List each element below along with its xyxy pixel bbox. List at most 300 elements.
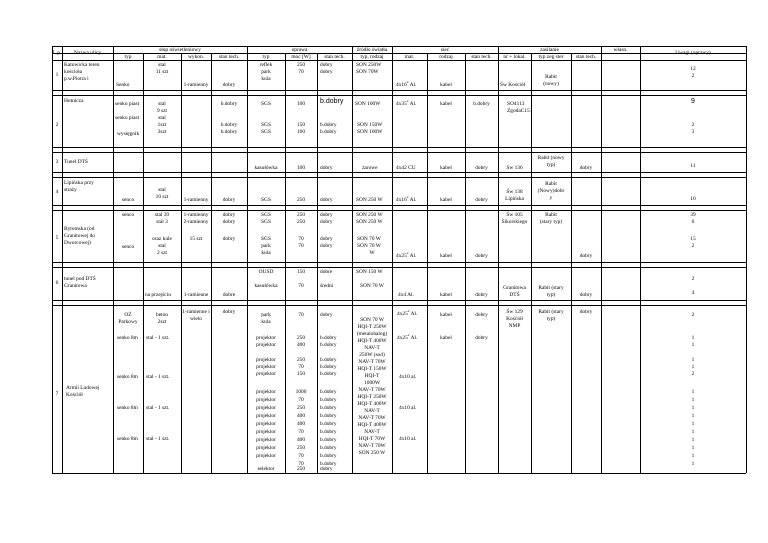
- row5-material-3: oraz kule: [152, 236, 172, 242]
- row4-net-condition: dobry: [475, 197, 488, 203]
- row7-source-9: HQI-T: [364, 373, 380, 379]
- header-supply-box: typ zeg ster: [538, 54, 564, 60]
- row7-supply-1: Św 129: [506, 309, 523, 315]
- row5-material-4: stal: [158, 243, 166, 249]
- header-pole-type: typ: [124, 54, 132, 60]
- row7-net-kind-2: kabel: [440, 335, 452, 341]
- row6-fix-cond-2: średni: [320, 283, 334, 289]
- row3-fixture: kasułówka: [254, 165, 278, 171]
- row5-net-kind: kabel: [440, 253, 452, 259]
- row7-source-7: NAV-T 70W: [358, 359, 386, 365]
- row7-fix-cond-4: b.dobry: [320, 357, 337, 363]
- header-pole-condition: stan tech.: [218, 54, 240, 60]
- row6-net-condition: dobry: [475, 292, 488, 298]
- row6-pole-type: na przejściu: [145, 292, 171, 298]
- row7-power-9: 250: [296, 405, 306, 411]
- row1-street-1: Katowicka teren: [64, 62, 100, 68]
- row7-source-13: HQI-T 400W: [357, 401, 387, 407]
- row1-pole-condition: dobry: [222, 82, 236, 88]
- row6-supply-1: Granitowa: [503, 285, 526, 291]
- row5-fix-cond-4: dobry: [320, 243, 333, 249]
- row7-power-15: 70: [298, 453, 304, 459]
- row2-pole-type-3: wysięgnik: [117, 131, 140, 137]
- row7-power-1: 70: [298, 312, 304, 318]
- row7-material-3: stal - 1 szt.: [146, 335, 170, 341]
- row4-street-2: straży: [64, 187, 77, 193]
- row7-source-5: NAV-T: [364, 345, 380, 351]
- row5-source-4: SON 70 W: [357, 243, 381, 249]
- header-net-material: mat.: [404, 54, 415, 60]
- row7-net-kind-1: kabel: [440, 312, 452, 318]
- row6-notes-1: 2: [691, 276, 695, 282]
- header-owner: własn.: [613, 47, 628, 53]
- row7-source-17: NAV-T: [364, 429, 380, 435]
- row7-box-2: typ): [546, 316, 556, 322]
- header-notes: Uwagi (oprawy): [675, 50, 711, 56]
- row7-fixture-8: projektor: [256, 389, 276, 395]
- row5-street-1: Bytomska (od: [64, 226, 95, 232]
- row5-supply-1: Św 105: [506, 212, 523, 218]
- row4-lp: 4: [55, 189, 59, 195]
- row2-net-material: $4x35^2$ Al.: [396, 99, 417, 107]
- row7-fixture-11: projektor: [256, 413, 276, 419]
- row7-source-14: NAV-T: [364, 408, 380, 414]
- row7-fixture-5: projektor: [256, 357, 276, 363]
- row7-material-5: stal - 1 szt.: [146, 405, 170, 411]
- row5-net-condition: dobry: [475, 253, 488, 259]
- header-supply-group: zasilanie: [540, 47, 559, 53]
- row3-supply: Sw 136: [506, 165, 523, 171]
- row5-arm-1: 1-ramienny: [183, 212, 209, 218]
- row1-material-1: stal: [158, 62, 166, 68]
- row2-fix-cond-main: b.dobry: [320, 98, 344, 105]
- row7-source-4: HQI-T 400W: [357, 338, 387, 344]
- row7-source-12: HQI-T 250W: [357, 394, 387, 400]
- row5-arm-2: 2-ramienny: [183, 219, 209, 225]
- row6-arm: 1-ramienne: [183, 292, 209, 298]
- row6-net-kind: kabel: [440, 292, 452, 298]
- row5-source-3: SON 70 W: [357, 236, 381, 242]
- row7-pole-condition: dobry: [222, 309, 236, 315]
- row7-fix-cond-2: b.dobry: [320, 335, 337, 341]
- row7-fix-cond-11: b.dobry: [320, 421, 337, 427]
- row5-net-material: $4x25^2$ Al.: [396, 251, 417, 259]
- row1-fixture-2: park: [261, 69, 271, 75]
- row3-supply-condition: dobry: [579, 165, 593, 171]
- row7-fix-cond-15: b.dobry: [320, 453, 337, 459]
- row7-fixture-1: park: [261, 312, 271, 318]
- row2-source-2: SON 150W: [357, 122, 383, 128]
- header-net-group: sieć: [440, 47, 450, 53]
- row5-pole-cond-3: dobry: [222, 236, 236, 242]
- row7-street-1: Armii Ludowej: [66, 385, 100, 391]
- row3-lp: 3: [55, 159, 59, 165]
- header-pole-arm: wykon.: [187, 54, 205, 60]
- row2-power-2: 150: [296, 122, 306, 128]
- row7-notes-14: 1: [691, 445, 695, 451]
- row2-source-1: SON 100W: [355, 101, 381, 107]
- row7-fix-cond-17: dobry: [320, 466, 333, 472]
- header-lp: L.p.: [52, 50, 62, 56]
- row6-supply-2: DTŚ: [509, 292, 520, 298]
- row5-source-5: W: [369, 250, 375, 256]
- header-net-kind: rodzaj: [439, 54, 453, 60]
- row6-lp: 6: [55, 280, 59, 286]
- row2-notes-main: 9: [691, 98, 695, 105]
- row5-power-1: 250: [296, 212, 306, 218]
- row6-street-1: tunel pod DTŚ: [64, 276, 96, 282]
- row5-box-1: Rabit: [545, 212, 557, 218]
- row7-notes-4: 1: [691, 357, 695, 363]
- row7-net-material-1: $4x25^2$ Al.: [397, 309, 418, 317]
- header-supply-location: nr + lokal.: [503, 54, 526, 60]
- row7-fix-cond-5: b.dobry: [320, 364, 337, 370]
- row7-fixture-16: projektor: [256, 453, 276, 459]
- row6-source-1: SON 150 W: [356, 269, 383, 275]
- row7-fixture-6: projektor: [256, 364, 276, 370]
- row7-notes-13: 1: [691, 437, 695, 443]
- row4-material-2: 10 szt: [155, 194, 169, 200]
- row7-net-material-2: $4x25^2$ Al.: [397, 333, 418, 341]
- row7-power-17: 250: [296, 466, 306, 472]
- row2-supply-1: SO4113: [507, 101, 525, 107]
- row6-power-2: 70: [298, 283, 304, 289]
- row2-fixture-1: SGS: [261, 101, 271, 107]
- row7-fix-cond-13: b.dobry: [320, 437, 337, 443]
- row7-net-cond-1: dobry: [475, 312, 488, 318]
- row2-fix-cond-2: b.dobry: [320, 129, 337, 135]
- row7-power-13: 400: [296, 437, 306, 443]
- row6-fixture-2: kasułówka: [254, 283, 278, 289]
- row5-box-2: (stary typ): [539, 219, 563, 225]
- row7-fixture-13: projektor: [256, 429, 276, 435]
- row1-street-3: p.w.Piotra i: [64, 76, 89, 82]
- row7-fixture-14: projektor: [256, 437, 276, 443]
- row4-power: 250: [296, 197, 306, 203]
- row5-pole-type-1: senco: [121, 212, 135, 218]
- row6-notes-2: 4: [691, 290, 695, 296]
- row5-source-1: SON 250 W: [356, 212, 383, 218]
- row5-supply-2: Sikorskiego: [501, 219, 528, 225]
- row1-material-2: 11 szt: [155, 69, 169, 75]
- row1-fixture-3: kula: [261, 76, 271, 82]
- row1-fix-cond-2: dobry: [320, 69, 333, 75]
- row5-arm-3: 15 szt: [189, 236, 203, 242]
- row7-fix-cond-8: b.dobry: [320, 397, 337, 403]
- row2-pole-cond-3: b.dobry: [220, 129, 238, 135]
- row5-source-2: SON 250 W: [356, 219, 383, 225]
- row7-power-2: 250: [296, 335, 306, 341]
- header-fixture-power: moc [W]: [291, 54, 311, 60]
- row7-fixture-9: projektor: [256, 397, 276, 403]
- row2-street: Hutnicza: [64, 98, 84, 104]
- header-pole-group: słup oświetleniowy: [159, 47, 201, 53]
- row2-power-1: 100: [296, 101, 306, 107]
- row7-power-14: 250: [296, 445, 306, 451]
- row4-box-2: (Nowy)dobr: [537, 188, 565, 194]
- row2-fixture-3: SGS: [261, 129, 271, 135]
- row4-arm: 1-ramienny: [183, 197, 209, 203]
- row4-net-material: $4x16^2$ Al.: [396, 195, 417, 203]
- row4-source: SON 250 W: [356, 197, 383, 203]
- row7-lp: 7: [55, 391, 59, 397]
- row2-pole-cond-2: b.dobry: [220, 122, 238, 128]
- row7-notes-5: 1: [691, 364, 695, 370]
- row5-power-3: 70: [298, 236, 304, 242]
- row7-street-2: Kościół: [66, 392, 83, 398]
- header-fixture-group: oprawa: [291, 47, 308, 53]
- row4-supply-2: Lipińska: [505, 196, 524, 202]
- row7-notes-6: 2: [691, 371, 695, 377]
- header-net-condition: stan tech.: [471, 54, 492, 60]
- row3-fix-cond: dobry: [320, 165, 333, 171]
- row5-fix-cond-1: dobry: [320, 212, 333, 218]
- header-fixture-condition: stan tech.: [324, 54, 345, 60]
- row2-notes-1: 2: [691, 122, 695, 128]
- row3-street: Tunel DTŚ: [64, 159, 88, 165]
- row6-fixture-1: OUSD: [258, 269, 274, 275]
- row2-source-3: SON 100W: [357, 129, 383, 135]
- row7-material-4: stal - 1 szt.: [146, 374, 170, 380]
- row5-fix-cond-2: dobry: [320, 219, 333, 225]
- row1-box-1: Rabit: [545, 74, 557, 80]
- row7-power-7: 1000: [295, 389, 307, 395]
- header-pole-material: mat.: [157, 54, 167, 60]
- row7-pole-type-3: senko 8m: [117, 335, 138, 341]
- row7-fix-cond-9: b.dobry: [320, 405, 337, 411]
- row7-fixture-7: projektor: [256, 371, 276, 377]
- row7-net-material-4: 4x10 al.: [399, 405, 417, 411]
- row5-fixture-5: kula: [261, 250, 271, 256]
- row5-power-2: 250: [296, 219, 306, 225]
- row6-fix-cond-1: dobre: [320, 269, 333, 275]
- row7-fix-cond-16: b.dobry: [320, 461, 337, 467]
- row4-fix-cond: dobry: [320, 197, 333, 203]
- row7-fixture-15: projektor: [256, 445, 276, 451]
- row1-source-2: SON 70W: [356, 69, 379, 75]
- row1-fix-cond-1: dobry: [320, 62, 333, 68]
- row5-notes-1: 39: [690, 212, 696, 218]
- row7-box-1: Rabit (stary: [538, 309, 564, 315]
- header-fixture-type: typ: [262, 54, 270, 60]
- row3-source: żarowe: [362, 165, 378, 171]
- row7-notes-11: 1: [691, 421, 695, 427]
- row4-box-3: y: [549, 195, 553, 201]
- row7-notes-2: 1: [691, 335, 695, 341]
- row7-source-16: HQI-T 400W: [357, 422, 387, 428]
- row5-lp: 5: [55, 235, 59, 241]
- row3-box-2: typ): [546, 162, 556, 168]
- header-supply-condition: stan tech.: [575, 54, 597, 60]
- row1-notes-2: 2: [691, 73, 695, 79]
- row2-lp: 2: [55, 122, 59, 128]
- row2-material-1: stal: [158, 101, 166, 107]
- row2-material-4: 1szt: [157, 122, 167, 128]
- row1-street-2: kościoła: [64, 69, 82, 75]
- row2-material-3: stal: [158, 115, 166, 121]
- row7-power-6: 150: [296, 371, 306, 377]
- row7-material-6: stal - 1 szt.: [146, 436, 170, 442]
- row2-material-2: 9 szt: [156, 108, 168, 114]
- row5-supply-condition: dobry: [579, 253, 593, 259]
- row7-notes-12: 1: [691, 429, 695, 435]
- row7-source-15: NAV-T 70W: [358, 415, 386, 421]
- row5-fix-cond-3: dobry: [320, 236, 333, 242]
- row7-fixture-4: projektor: [256, 342, 276, 348]
- row4-material-1: stal: [158, 187, 166, 193]
- row7-arm-2: wielo: [190, 316, 202, 322]
- row7-arm-1: 1-ramienne i: [182, 309, 210, 315]
- row6-supply-condition: dobry: [579, 292, 593, 298]
- row1-power-2: 70: [298, 69, 304, 75]
- row7-fix-cond-12: b.dobry: [320, 429, 337, 435]
- row1-fixture-1: reflek: [259, 62, 273, 68]
- row7-notes-15: 1: [691, 453, 695, 459]
- row4-fixture: SGS: [261, 197, 271, 203]
- row7-power-8: 70: [298, 397, 304, 403]
- row7-pole-type-2: Parkowy: [118, 319, 138, 325]
- row1-notes-1: 12: [690, 66, 696, 72]
- row7-fix-cond-7: b.dobry: [320, 389, 337, 395]
- row7-pole-type-6: senko 8m: [117, 436, 138, 442]
- row5-street-3: Dworcowej): [64, 240, 91, 246]
- row7-fix-cond-10: b.dobry: [320, 413, 337, 419]
- row7-power-10: 400: [296, 413, 306, 419]
- row5-pole-cond-2: dobry: [222, 219, 236, 225]
- row1-pole-type: Senko: [116, 82, 130, 88]
- row7-fixture-17: selektor: [257, 466, 275, 472]
- row7-notes-8: 1: [691, 397, 695, 403]
- row7-power-11: 400: [296, 421, 306, 427]
- row7-supply-condition: dobry: [579, 309, 593, 315]
- row6-net-material: 4x4 Al.: [398, 292, 414, 298]
- row7-notes-1: 2: [691, 312, 695, 318]
- row7-fixture-2: kula: [261, 319, 271, 325]
- row4-notes: 10: [690, 196, 696, 202]
- row7-supply-3: NMP: [508, 323, 521, 329]
- row6-box-2: typ): [546, 292, 556, 298]
- row5-material-1: stal 39: [154, 212, 170, 218]
- row2-fix-cond-1: b.dobry: [320, 122, 337, 128]
- row4-pole-type: senco: [121, 197, 135, 203]
- row6-source-2: SON 70 W: [360, 283, 384, 289]
- row7-notes-9: 1: [691, 405, 695, 411]
- row7-fix-cond-3: b.dobry: [320, 342, 337, 348]
- row5-pole-cond-1: dobry: [222, 212, 236, 218]
- row7-source-2: HQI-T 250W: [357, 324, 387, 330]
- row6-box-1: Rabit (stary: [538, 285, 564, 291]
- row5-street-2: Granitowej do: [64, 233, 95, 239]
- row7-notes-16: 1: [691, 461, 695, 467]
- row4-street-1: Lipińska przy: [64, 180, 94, 186]
- row7-source-8: HQI-T 150W: [357, 366, 387, 372]
- row2-supply-2: ZgodaC151: [507, 108, 533, 114]
- row1-arm: 1-ramienny: [183, 82, 209, 88]
- row5-fixture-4: park: [261, 243, 271, 249]
- row5-fixture-3: SGS: [261, 236, 271, 242]
- row7-pole-type-5: senko 8m: [117, 405, 138, 411]
- row3-net-kind: kabel: [440, 165, 452, 171]
- header-source-group: źródło światła: [356, 47, 388, 53]
- row5-power-4: 70: [298, 243, 304, 249]
- row7-source-1: SON 70 W: [360, 317, 384, 323]
- row7-fixture-3: projektor: [256, 335, 276, 341]
- row7-notes-7: 1: [691, 389, 695, 395]
- row2-power-3: 100: [296, 129, 306, 135]
- row7-source-19: NAV-T 70W: [358, 443, 386, 449]
- row7-notes-10: 1: [691, 413, 695, 419]
- row3-net-condition: dobry: [475, 165, 488, 171]
- row2-notes-2: 3: [691, 129, 695, 135]
- row1-source-1: SON 250W: [356, 62, 382, 68]
- row7-net-cond-2: dobry: [475, 335, 488, 341]
- row7-source-11: NAV-T 70W: [358, 387, 386, 393]
- row2-net-kind: kabel: [440, 101, 452, 107]
- row2-pole-type-1: senko piast: [115, 101, 140, 107]
- row7-power-12: 70: [298, 429, 304, 435]
- row7-supply-2: Kościół: [506, 316, 523, 322]
- row2-net-condition: b.dobry: [473, 101, 490, 107]
- row7-notes-3: 1: [691, 342, 695, 348]
- row6-power-1: 150: [296, 269, 306, 275]
- row1-net-kind: kabel: [440, 82, 452, 88]
- row5-pole-type-2: senco: [121, 244, 135, 250]
- row3-power: 100: [296, 165, 306, 171]
- row5-fixture-2: SGS: [261, 219, 271, 225]
- row5-fixture-1: SGS: [261, 212, 271, 218]
- row7-pole-type-1: OŻ: [124, 312, 132, 318]
- row3-notes: 11: [690, 163, 696, 169]
- row6-street-2: Granitowa: [64, 283, 87, 289]
- row7-material-1: beton: [156, 312, 168, 318]
- row1-net-material: $4x16^2$ Al.: [396, 80, 417, 88]
- row1-box-2: (nowy): [543, 81, 559, 87]
- row5-material-5: 2 szt: [156, 250, 168, 256]
- header-source-type: typ, rodzaj: [360, 54, 384, 60]
- row1-supply: Św Kościół: [500, 82, 526, 88]
- row6-pole-condition: dobre: [222, 292, 236, 298]
- row2-pole-type-2: senko piast: [115, 115, 140, 121]
- row4-pole-condition: dobry: [222, 197, 236, 203]
- row4-box-1: Rabit: [545, 181, 557, 187]
- row7-source-3: (metalohalog): [356, 331, 388, 337]
- row7-fixture-12: projektor: [256, 421, 276, 427]
- row4-net-kind: kabel: [440, 197, 452, 203]
- row5-notes-2: 6: [691, 219, 695, 225]
- row2-pole-cond-1: b.dobry: [220, 101, 238, 107]
- row7-source-20: SON 250 W: [358, 450, 386, 456]
- row1-power-1: 250: [296, 62, 306, 68]
- row2-fixture-2: SGS: [261, 122, 271, 128]
- row7-source-10: 1000W: [364, 380, 380, 386]
- row7-material-2: 2szt: [157, 319, 167, 325]
- row7-source-18: HQI-T 70W: [358, 436, 386, 442]
- row7-power-5: 70: [298, 364, 304, 370]
- row7-power-4: 250: [296, 357, 306, 363]
- row7-power-16: 70: [298, 461, 304, 467]
- row3-net-material: 4x42 CU: [396, 165, 416, 171]
- row7-fixture-10: projektor: [256, 405, 276, 411]
- row5-material-2: stal 3: [156, 219, 168, 225]
- row5-notes-4: 2: [691, 243, 695, 249]
- row5-notes-3: 15: [690, 236, 696, 242]
- row7-fix-cond-1: dobry: [320, 312, 333, 318]
- row7-fix-cond-6: b.dobry: [320, 371, 337, 377]
- row3-box-1: Rabit (nowy: [537, 155, 565, 161]
- row4-supply-1: Św 138: [506, 189, 523, 195]
- row7-net-material-3: 4x10 al.: [399, 374, 417, 380]
- row2-material-5: 3szt: [157, 129, 167, 135]
